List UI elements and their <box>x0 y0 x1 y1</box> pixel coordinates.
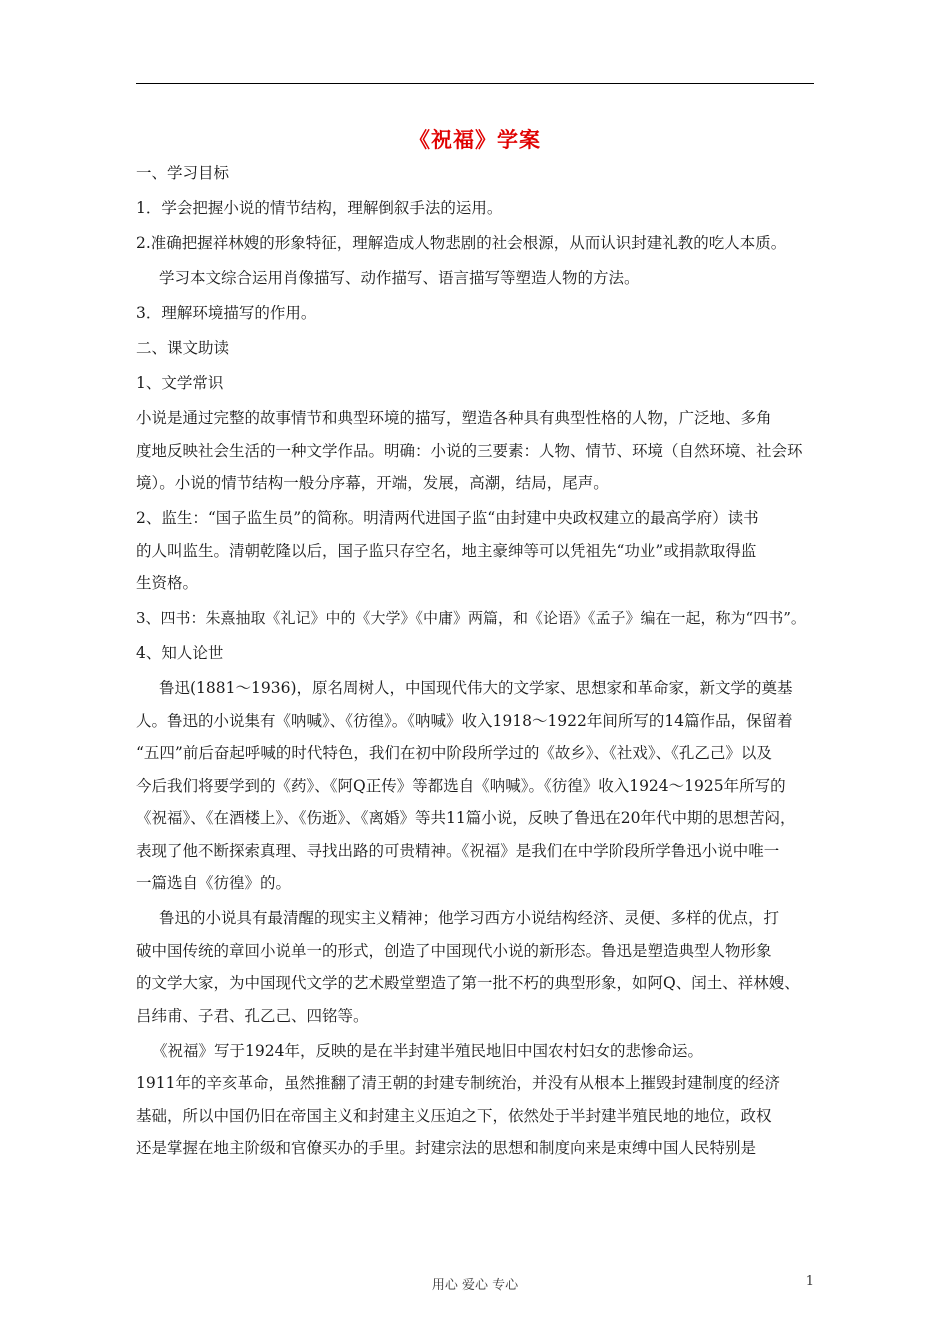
text-line: 鲁迅的小说具有最清醒的现实主义精神；他学习西方小说结构经济、灵便、多样的优点，打 <box>159 909 780 927</box>
text-line: 1、文学常识 <box>136 374 224 392</box>
text-line: 还是掌握在地主阶级和官僚买办的手里。封建宗法的思想和制度向来是束缚中国人民特别是 <box>136 1139 757 1157</box>
text-line: 表现了他不断探索真理、寻找出路的可贵精神。《祝福》是我们在中学阶段所学鲁迅小说中唯一 <box>136 841 780 860</box>
page-number: 1 <box>805 1274 814 1289</box>
text-line: 今后我们将要学到的《药》、《阿Q正传》等都选自《呐喊》。《彷徨》收入1924～1925年所写的 <box>136 776 786 795</box>
text-line: 4、知人论世 <box>136 644 224 662</box>
text-line: 小说是通过完整的故事情节和典型环境的描写，塑造各种具有典型性格的人物，广泛地、多角 <box>136 409 772 427</box>
text-line: 基础，所以中国仍旧在帝国主义和封建主义压迫之下，依然处于半封建半殖民地的地位，政权 <box>136 1106 772 1125</box>
text-line: 一、学习目标 <box>136 164 230 182</box>
text-line: 人。鲁迅的小说集有《呐喊》、《彷徨》。《呐喊》收入1918～1922年间所写的14篇作品，保留着 <box>136 711 793 730</box>
text-line: 2、监生：“国子监生员”的简称。明清两代进国子监“由封建中央政权建立的最高学府）读书 <box>136 509 759 527</box>
text-line: 的人叫监生。清朝乾隆以后，国子监只存空名，地主豪绅等可以凭祖先“功业”或捐款取得监 <box>136 541 757 560</box>
text-line: 《祝福》写于1924年，反映的是在半封建半殖民地旧中国农村妇女的悲惨命运。 <box>152 1041 703 1060</box>
header-rule <box>136 83 814 84</box>
text-line: 鲁迅(1881～1936)，原名周树人，中国现代伟大的文学家、思想家和革命家，新文学的奠基 <box>159 679 793 697</box>
text-line: 二、课文助读 <box>136 339 230 357</box>
document-body <box>136 161 814 1161</box>
text-line: 3．理解环境描写的作用。 <box>136 304 317 322</box>
text-line: 3、四书：朱熹抽取《礼记》中的《大学》《中庸》两篇，和《论语》《孟子》编在一起，称为“四书”。 <box>136 609 806 627</box>
text-line: 度地反映社会生活的一种文学作品。明确：小说的三要素：人物、情节、环境（自然环境、社会环 <box>136 441 803 460</box>
text-line: 生资格。 <box>136 574 199 592</box>
text-line: 1．学会把握小说的情节结构，理解倒叙手法的运用。 <box>136 199 503 217</box>
text-line: 的文学大家，为中国现代文学的艺术殿堂塑造了第一批不朽的典型形象，如阿Q、闰土、祥林嫂、 <box>136 974 800 992</box>
text-line: 《祝福》、《在酒楼上》、《伤逝》、《离婚》等共11篇小说，反映了鲁迅在20年代中期的思想苦闷， <box>136 809 796 827</box>
text-line: “五四”前后奋起呼喊的时代特色，我们在初中阶段所学过的《故乡》、《社戏》、《孔乙己》以及 <box>136 744 772 762</box>
text-line: 1911年的辛亥革命，虽然推翻了清王朝的封建专制统治，并没有从根本上摧毁封建制度的经济 <box>136 1074 780 1092</box>
document-title: 《祝福》学案 <box>409 127 541 152</box>
text-line: 一篇选自《彷徨》的。 <box>136 874 292 892</box>
text-line: 吕纬甫、子君、孔乙己、四铭等。 <box>136 1006 369 1025</box>
footer-motto: 用心 爱心 专心 <box>431 1278 519 1293</box>
text-line: 学习本文综合运用肖像描写、动作描写、语言描写等塑造人物的方法。 <box>159 269 640 287</box>
text-line: 境）。小说的情节结构一般分序幕，开端，发展，高潮，结局，尾声。 <box>136 474 609 492</box>
text-line: 破中国传统的章回小说单一的形式，创造了中国现代小说的新形态。鲁迅是塑造典型人物形象 <box>136 941 772 960</box>
text-line: 2.准确把握祥林嫂的形象特征，理解造成人物悲剧的社会根源，从而认识封建礼教的吃人本质。 <box>136 234 787 252</box>
